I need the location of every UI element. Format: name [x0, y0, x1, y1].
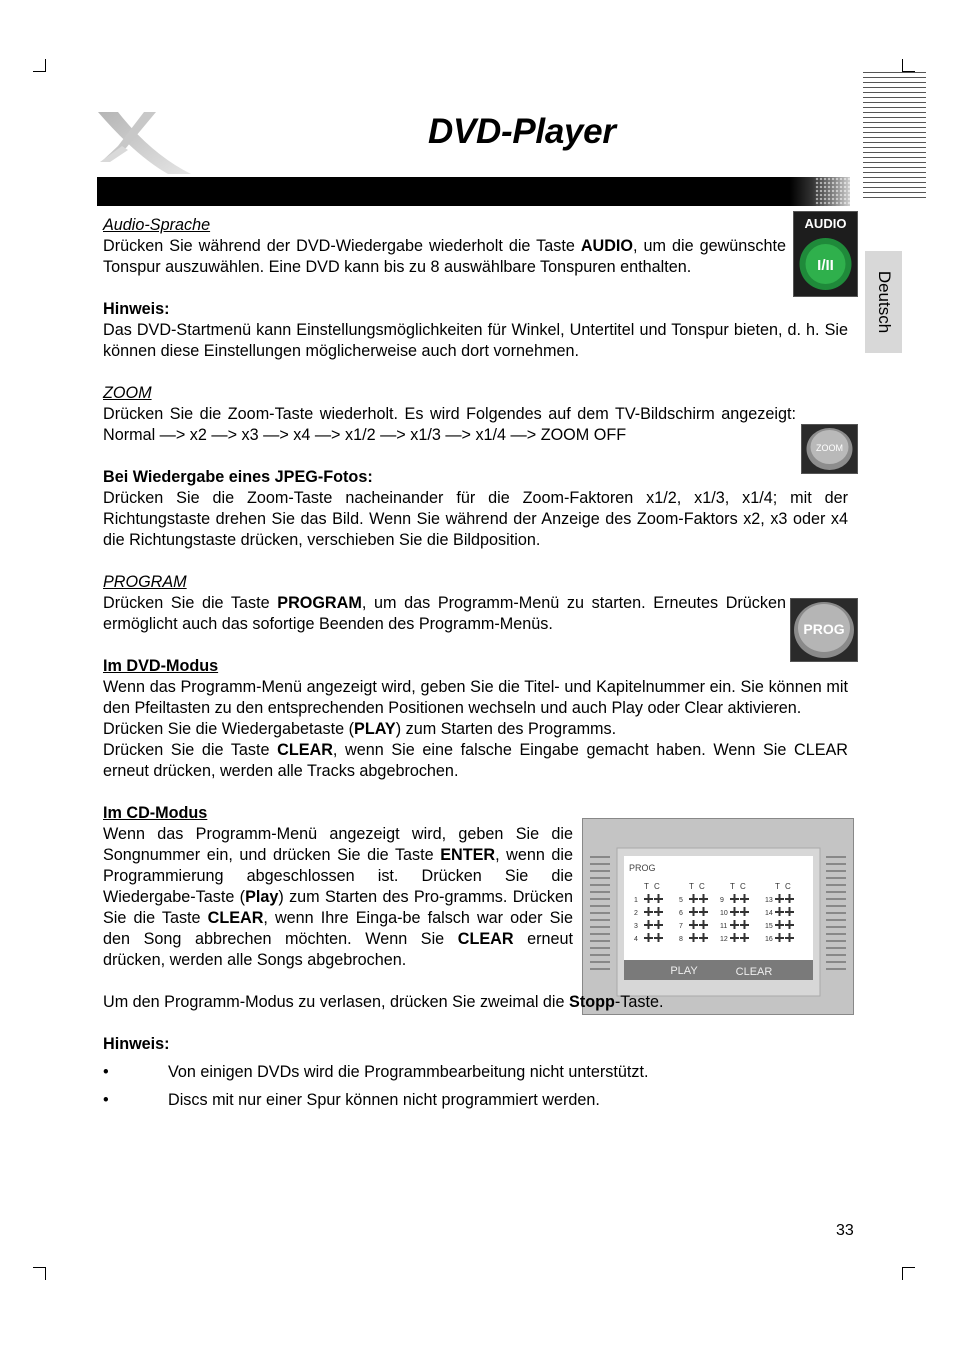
dvd-mode-paragraph-1: Wenn das Programm-Menü angezeigt wird, geben Sie die Titel- und Kapitelnummer ein. Sie können mit den Pfeiltasten zu den entsprechenden Positionen wechseln und auch Play oder Clear aktivieren.: [103, 678, 848, 717]
screen-row-number: 14: [765, 910, 773, 917]
screen-row-number: 13: [765, 897, 773, 904]
jpeg-heading: Bei Wiedergabe eines JPEG-Fotos:: [103, 468, 373, 486]
screen-col-header-c: C: [785, 882, 791, 891]
screen-row-number: 11: [720, 923, 728, 930]
exit-program-paragraph: Um den Programm-Modus zu verlasen, drücken Sie zweimal die Stopp-Taste.: [103, 993, 664, 1011]
audio-button-label: AUDIO: [804, 216, 847, 231]
page-title: DVD-Player: [428, 112, 616, 151]
program-paragraph: Drücken Sie die Taste PROGRAM, um das Programm-Menü zu starten. Erneutes Drücken ermöglicht auch das sofortige Beenden des Programm-Menüs.: [103, 594, 786, 633]
bullet-icon: •: [103, 1063, 109, 1081]
crop-mark-top-right: [902, 59, 915, 72]
zoom-paragraph: Drücken Sie die Zoom-Taste wiederholt. Es wird Folgendes auf dem TV-Bildschirm angezeigt: Normal —> x2 —> x3 —> x4 —> x1/2 —> x1/3 —> x1/4 —> ZOOM OFF: [103, 405, 796, 444]
crop-mark-top-left: [33, 59, 46, 72]
bullet-icon: •: [103, 1091, 109, 1109]
screen-row-number: 1: [634, 897, 638, 904]
screen-row-number: 3: [634, 923, 638, 930]
screen-title: PROG: [629, 863, 656, 873]
audio-button-sublabel: I/II: [817, 257, 834, 274]
dvd-mode-paragraph-2: Drücken Sie die Wiedergabetaste (PLAY) zum Starten des Programms.: [103, 720, 617, 738]
prog-button-label: PROG: [803, 621, 845, 637]
dvd-mode-heading: Im DVD-Modus: [103, 657, 219, 675]
header-bar-pattern: [815, 177, 851, 206]
screen-row-number: 12: [720, 936, 728, 943]
cd-mode-heading: Im CD-Modus: [103, 804, 208, 822]
audio-paragraph: Drücken Sie während der DVD-Wiedergabe wiederholt die Taste AUDIO, um die gewünschte Tonspur auszuwählen. Eine DVD kann bis zu 8 auswählbare Tonspuren enthalten.: [103, 237, 786, 276]
main-content: [103, 215, 848, 1114]
final-note-heading: Hinweis:: [103, 1035, 170, 1053]
screen-col-header-c: C: [699, 882, 705, 891]
screen-row-number: 8: [679, 936, 683, 943]
cd-mode-paragraph: Wenn das Programm-Menü angezeigt wird, geben Sie die Songnummer ein, und drücken Sie die Taste ENTER, wenn die Programmierung abgeschlossen ist. Drücken Sie die Wiedergabe-Taste (Play) zum Starten des Pro-gramms. Drücken Sie die Taste CLEAR, wenn Ihre Einga-be falsch war oder Sie den Song abbrechen möchten. Wenn Sie CLEAR erneut drücken, werden alle Songs abgebrochen.: [103, 825, 573, 969]
xoro-x-logo-icon: [96, 106, 196, 176]
program-heading: PROGRAM: [103, 573, 187, 591]
jpeg-paragraph: Drücken Sie die Zoom-Taste nacheinander für die Zoom-Faktoren x1/2, x1/3, x1/4; mit der Richtungstaste drehen Sie das Bild. Wenn Sie während der Anzeige des Zoom-Faktors x2, x3 oder x4 die Richtungstaste drücken, verschieben Sie die Bildposition.: [103, 489, 848, 549]
language-tab-label: Deutsch: [874, 270, 894, 334]
screen-row-number: 5: [679, 897, 683, 904]
list-item: • Von einigen DVDs wird die Programmbearbeitung nicht unterstützt.: [103, 1058, 848, 1086]
audio-note-text: Das DVD-Startmenü kann Einstellungsmöglichkeiten für Winkel, Untertitel und Tonspur bieten, d. h. Sie können diese Einstellungen möglicherweise auch dort vornehmen.: [103, 321, 848, 360]
page-number: 33: [836, 1222, 854, 1239]
decorative-stripes: [863, 72, 926, 199]
screen-clear-label: CLEAR: [735, 966, 773, 978]
crop-mark-bottom-left: [33, 1267, 46, 1280]
language-tab: [865, 251, 902, 353]
screen-row-number: 6: [679, 910, 683, 917]
audio-note-heading: Hinweis:: [103, 300, 170, 318]
screen-col-header-t: T: [730, 882, 735, 891]
screen-col-header-t: T: [775, 882, 780, 891]
screen-col-header-t: T: [644, 882, 649, 891]
screen-col-header-c: C: [654, 882, 660, 891]
screen-row-number: 4: [634, 936, 638, 943]
zoom-button-label: ZOOM: [816, 443, 843, 453]
screen-row-number: 15: [765, 923, 773, 930]
screen-col-header-t: T: [689, 882, 694, 891]
screen-row-number: 9: [720, 897, 724, 904]
dvd-mode-paragraph-3: Drücken Sie die Taste CLEAR, wenn Sie eine falsche Eingabe gemacht haben. Wenn Sie CLEAR erneut drücken, werden alle Tracks abgebrochen.: [103, 741, 848, 780]
screen-row-number: 7: [679, 923, 683, 930]
header-bar: [97, 177, 850, 206]
screen-row-number: 2: [634, 910, 638, 917]
screen-row-number: 16: [765, 936, 773, 943]
zoom-heading: ZOOM: [103, 384, 152, 402]
screen-play-label: PLAY: [670, 965, 698, 977]
audio-heading: Audio-Sprache: [103, 216, 211, 234]
list-item: • Discs mit nur einer Spur können nicht programmiert werden.: [103, 1086, 848, 1114]
screen-col-header-c: C: [740, 882, 746, 891]
screen-row-number: 10: [720, 910, 728, 917]
crop-mark-bottom-right: [902, 1267, 915, 1280]
